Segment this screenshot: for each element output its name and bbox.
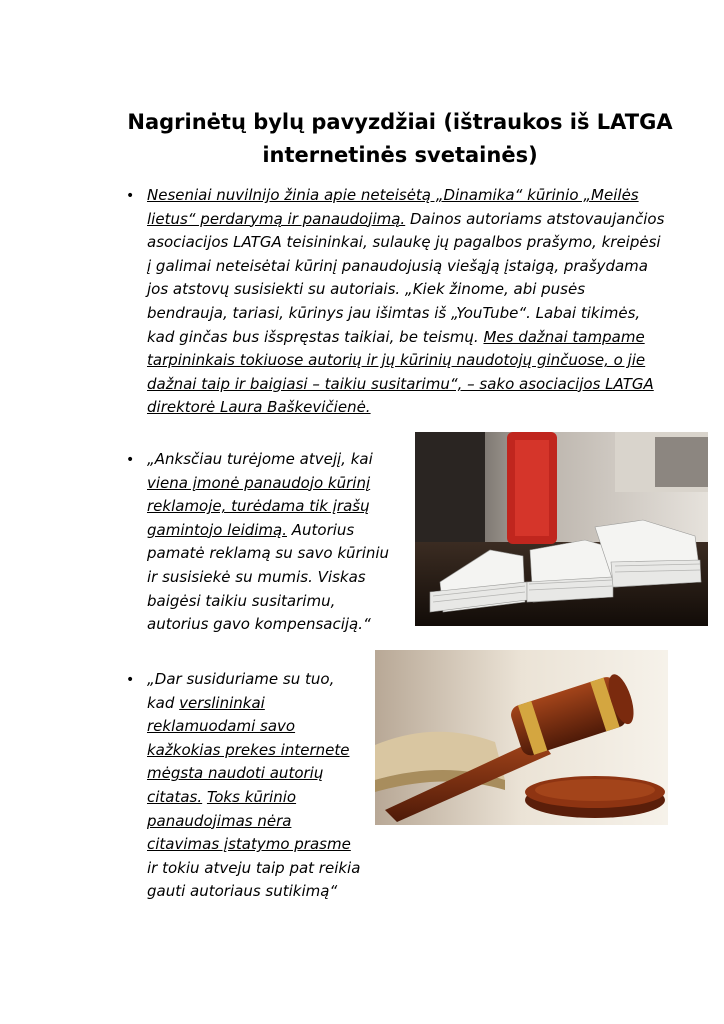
item2-lead: „Anksčiau turėjome atvejį, kai bbox=[147, 450, 373, 468]
list-item-1 bbox=[147, 184, 667, 420]
item3-tail: ir tokiu atveju taip pat reikia gauti autoriaus sutikimą“ bbox=[147, 858, 361, 901]
list-item-2 bbox=[147, 448, 395, 637]
bullet-3: • bbox=[126, 672, 135, 688]
title-line-2: internetinės svetainės) bbox=[262, 143, 538, 167]
item3-underlined-2: Toks kūrinio panaudojimas nėra citavimas įstatymo prasme bbox=[147, 787, 351, 854]
document-stacks-photo bbox=[415, 432, 708, 626]
item1-underlined-lead: Neseniai nuvilnijo žinia apie neteisėtą „Dinamika“ kūrinio „Meilės lietus“ perdarymą ir panaudojimą. bbox=[147, 186, 639, 228]
bullet-2: • bbox=[126, 452, 135, 468]
item3-lead: „Dar susiduriame su tuo, kad bbox=[147, 670, 335, 712]
item2-body: Autorius pamatė reklamą su savo kūriniu ir susisiekė su mumis. Viskas baigėsi taikiu susitarimu, autorius gavo kompensaciją.“ bbox=[147, 520, 390, 634]
item1-underlined-quote: Mes dažnai tampame tarpininkais tokiuose autorių ir jų kūrinių naudotojų ginčuose, o jie dažnai taip ir baigiasi – taikiu susitarimu“, – sako asociacijos LATGA direktorė Laura Baškevičienė. bbox=[147, 327, 654, 417]
bullet-1: • bbox=[126, 188, 135, 204]
gavel-photo bbox=[375, 650, 668, 825]
item3-underlined-1: verslininkai reklamuodami savo kažkokias prekes internete mėgsta naudoti autorių citatas. bbox=[147, 693, 350, 806]
page-title bbox=[110, 106, 690, 172]
title-line-1: Nagrinėtų bylų pavyzdžiai (ištraukos iš LATGA bbox=[127, 110, 673, 134]
item2-underlined: viena įmonė panaudojo kūrinį reklamoje, turėdama tik įrašų gamintojo leidimą. bbox=[147, 473, 371, 539]
item1-body: Dainos autoriams atstovaujančios asociacijos LATGA teisininkai, sulaukę jų pagalbos prašymo, kreipėsi į galimai neteisėtai kūrinį panaudojusią viešąją įstaigą, prašydama jos atstovų susisiekti su autoriais. „Kiek žinome, abi pusės bendrauja, tariasi, kūrinys jau išimtas iš „YouTube“. Labai tikimės, kad ginčas bus išspręstas taikiai, be teismų. bbox=[147, 209, 665, 346]
